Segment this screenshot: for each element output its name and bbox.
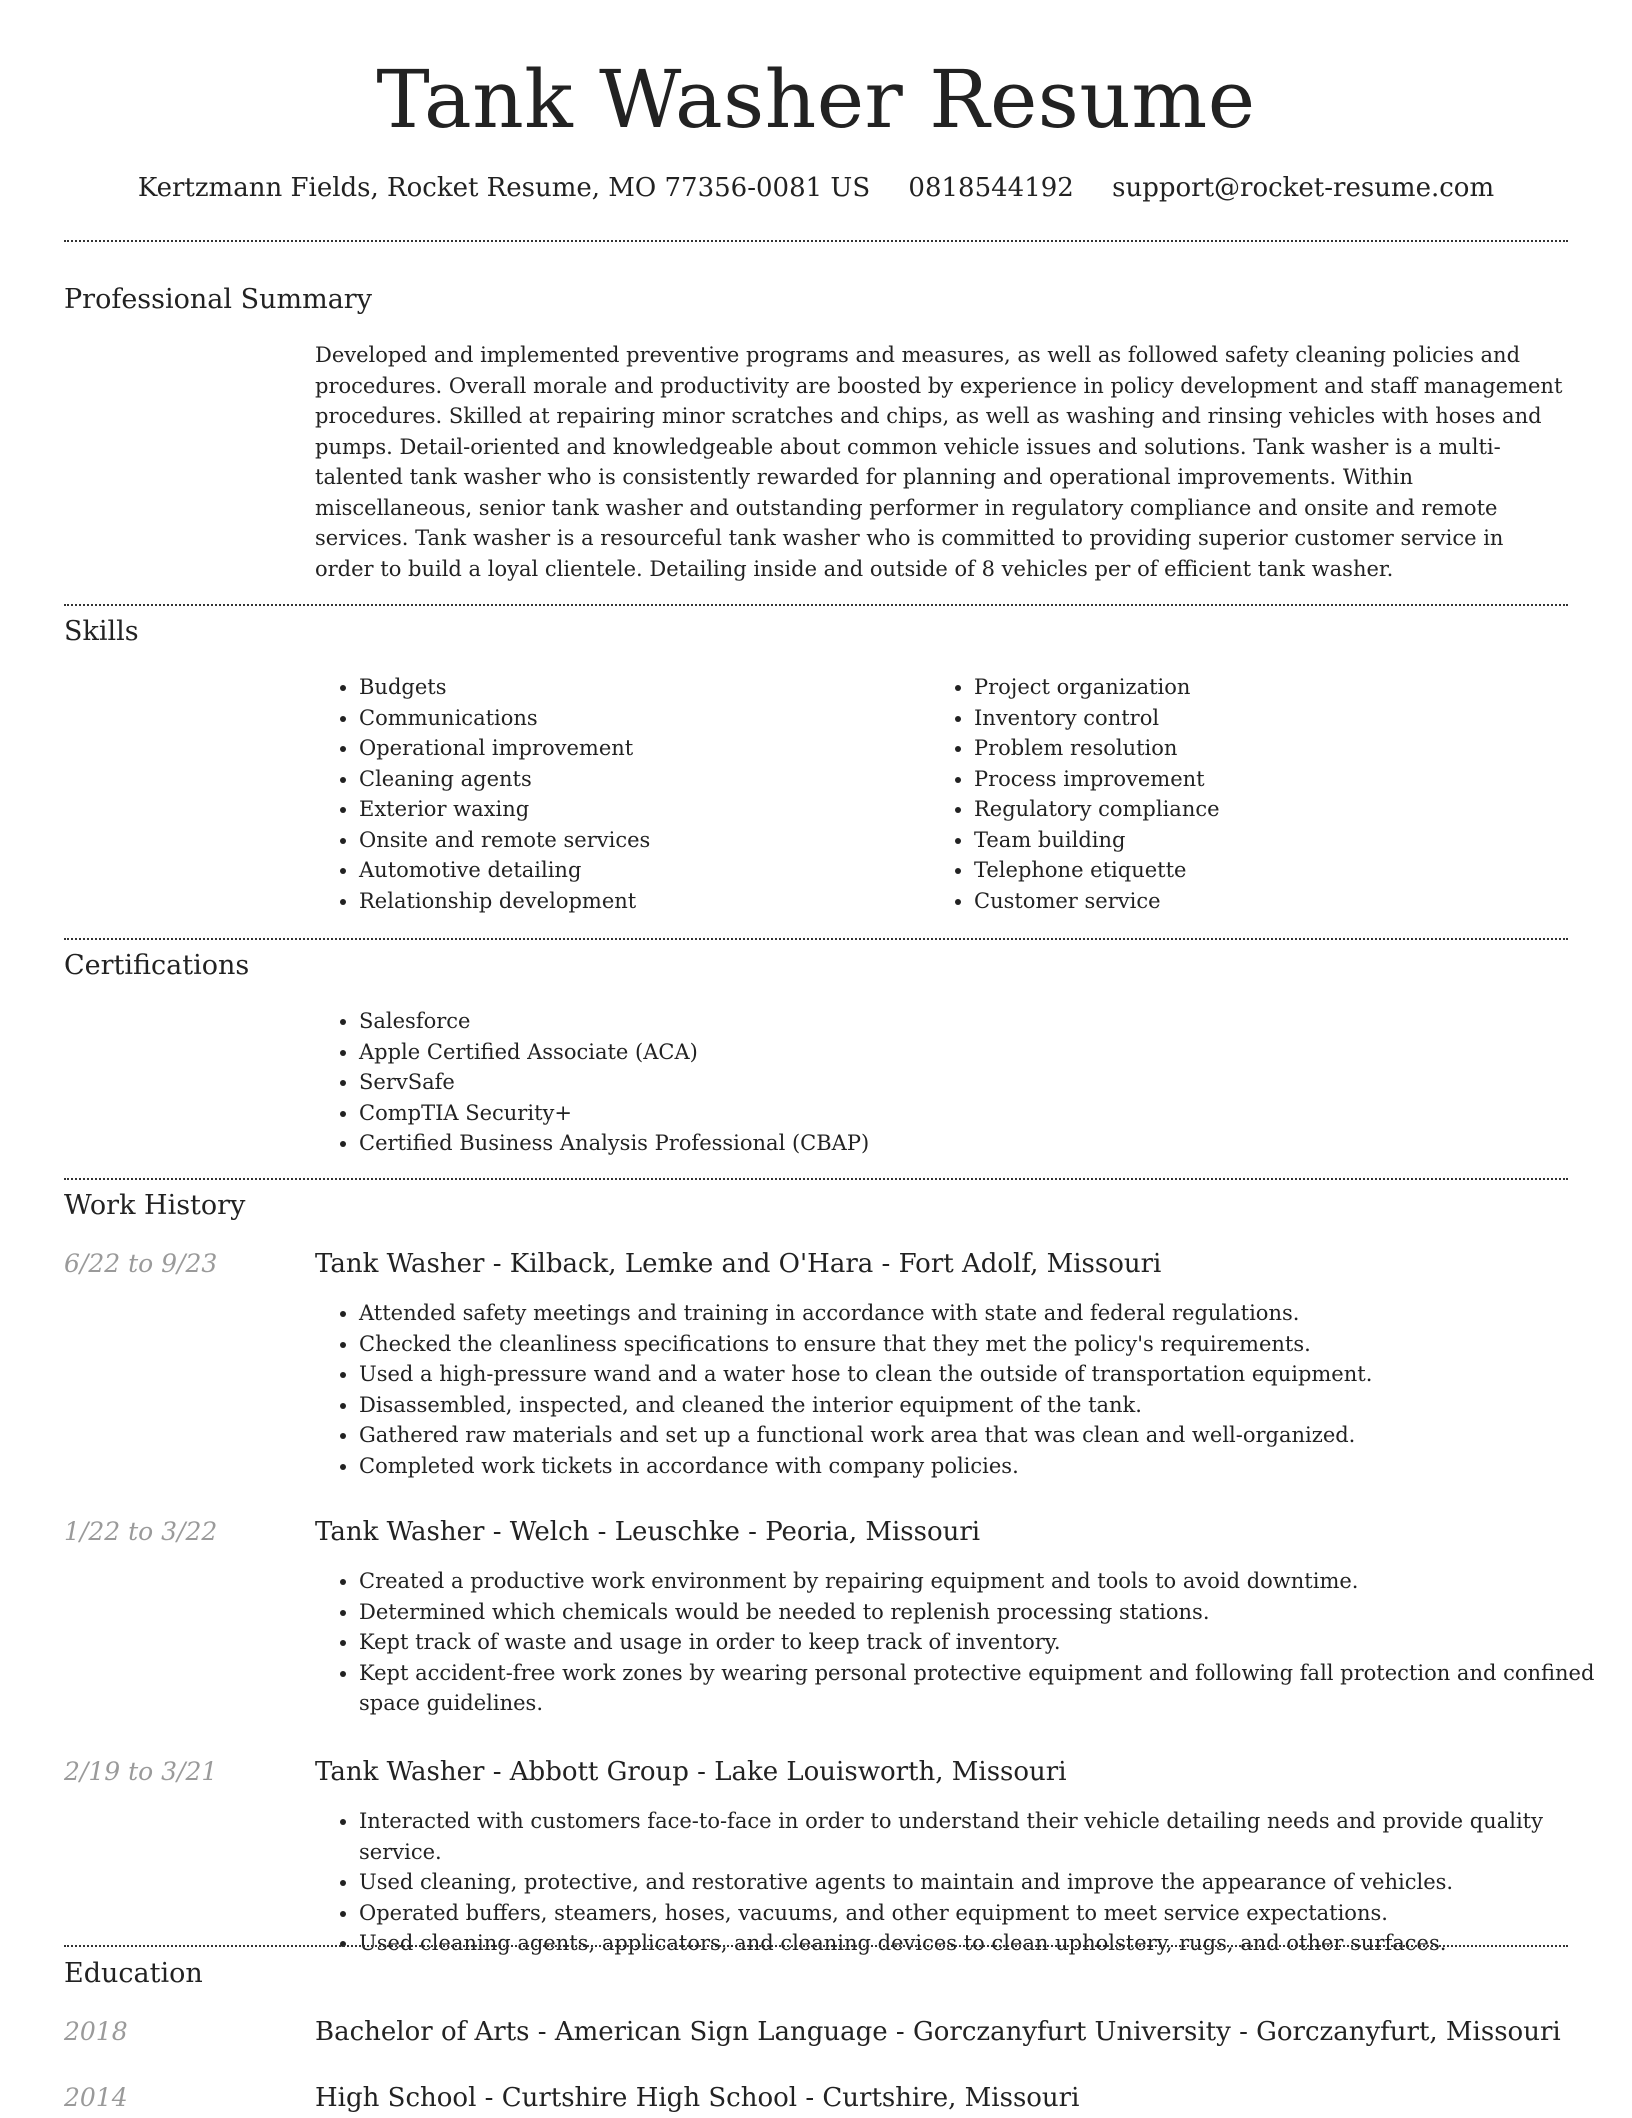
education-heading: Education [64,1958,203,1989]
skills-list-right [930,672,1534,916]
work-history-heading: Work History [64,1190,246,1221]
skill-item: • Budgets [359,672,919,703]
education-year: 2014 [64,2083,128,2112]
certification-item: • CompTIA Security+ [359,1098,1559,1129]
job-dates: 1/22 to 3/22 [64,1517,218,1546]
education-year: 2018 [64,2017,128,2046]
section-divider [64,938,1568,940]
job-bullet: • Disassembled, inspected, and cleaned the interior equipment of the tank. [359,1390,1612,1421]
education-title: High School - Curtshire High School - Curtshire, Missouri [315,2083,1080,2113]
certifications-heading: Certifications [64,950,250,981]
certification-item: • Certified Business Analysis Professional (CBAP) [359,1128,1559,1159]
job-bullet: • Checked the cleanliness specifications to ensure that they met the policy's requirements. [359,1329,1612,1360]
job-bullet: • Kept accident-free work zones by wearing personal protective equipment and following fall protection and confined space guidelines. [359,1658,1612,1719]
job-bullet: • Determined which chemicals would be needed to replenish processing stations. [359,1597,1612,1628]
job-bullets [315,1298,1612,1481]
job-bullet: • Gathered raw materials and set up a functional work area that was clean and well-organized. [359,1420,1612,1451]
skill-item: • Inventory control [974,703,1534,734]
job-title: Tank Washer - Kilback, Lemke and O'Hara - Fort Adolf, Missouri [315,1249,1162,1279]
job-bullet: • Created a productive work environment by repairing equipment and tools to avoid downtime. [359,1566,1612,1597]
job-bullet: • Operated buffers, steamers, hoses, vacuums, and other equipment to meet service expectations. [359,1898,1612,1929]
section-divider [64,604,1568,606]
job-title: Tank Washer - Abbott Group - Lake Louisworth, Missouri [315,1757,1067,1787]
job-bullet: • Used cleaning, protective, and restorative agents to maintain and improve the appearance of vehicles. [359,1867,1612,1898]
skill-item: • Project organization [974,672,1534,703]
skill-item: • Communications [359,703,919,734]
contact-address: Kertzmann Fields, Rocket Resume, MO 77356-0081 US [137,173,871,203]
job-bullets [315,1566,1612,1719]
job-bullet: • Completed work tickets in accordance with company policies. [359,1451,1612,1482]
certification-item: • Apple Certified Associate (ACA) [359,1037,1559,1068]
contact-phone: 0818544192 [908,173,1074,203]
job-bullet: • Interacted with customers face-to-face in order to understand their vehicle detailing needs and provide quality service. [359,1806,1612,1867]
certification-item: • ServSafe [359,1067,1559,1098]
contact-line [0,168,1632,208]
job-bullet: • Attended safety meetings and training in accordance with state and federal regulations. [359,1298,1612,1329]
skill-item: • Exterior waxing [359,794,919,825]
job-bullet: • Used a high-pressure wand and a water hose to clean the outside of transportation equipment. [359,1359,1612,1390]
skill-item: • Customer service [974,886,1534,917]
job-dates: 6/22 to 9/23 [64,1249,218,1278]
skills-list-left [315,672,919,916]
skill-item: • Problem resolution [974,733,1534,764]
section-divider [64,1178,1568,1180]
skills-heading: Skills [64,616,139,647]
skill-item: • Cleaning agents [359,764,919,795]
summary-text: Developed and implemented preventive programs and measures, as well as followed safety cleaning policies and procedures. Overall morale and productivity are boosted by experience in policy development and staff management procedures. Skilled at repairing minor scratches and chips, as well as washing and rinsing vehicles with hoses and pumps. Detail-oriented and knowledgeable about common vehicle issues and solutions. Tank washer is a multi-talented tank washer who is consistently rewarded for planning and operational improvements. Within miscellaneous, senior tank washer and outstanding performer in regulatory compliance and onsite and remote services. Tank washer is a resourceful tank washer who is committed to providing superior customer service in order to build a loyal clientele. Detailing inside and outside of 8 vehicles per of efficient tank washer. [315,343,1563,581]
job-title: Tank Washer - Welch - Leuschke - Peoria, Missouri [315,1517,981,1547]
certifications-list [315,1006,1559,1159]
skill-item: • Onsite and remote services [359,825,919,856]
section-divider [64,240,1568,242]
skill-item: • Relationship development [359,886,919,917]
skill-item: • Automotive detailing [359,855,919,886]
job-bullet: • Kept track of waste and usage in order to keep track of inventory. [359,1627,1612,1658]
job-bullet: • Used cleaning agents, applicators, and cleaning devices to clean upholstery, rugs, and other surfaces. [359,1928,1612,1959]
summary-heading: Professional Summary [64,284,372,315]
resume-title: Tank Washer Resume [376,53,1256,146]
education-title: Bachelor of Arts - American Sign Language - Gorczanyfurt University - Gorczanyfurt, Missouri [315,2017,1561,2047]
skill-item: • Regulatory compliance [974,794,1534,825]
skill-item: • Operational improvement [359,733,919,764]
contact-email: support@rocket-resume.com [1112,173,1495,203]
skill-item: • Process improvement [974,764,1534,795]
section-divider [64,1945,1568,1947]
skill-item: • Team building [974,825,1534,856]
job-dates: 2/19 to 3/21 [64,1757,218,1786]
skill-item: • Telephone etiquette [974,855,1534,886]
job-bullets [315,1806,1612,1959]
certification-item: • Salesforce [359,1006,1559,1037]
